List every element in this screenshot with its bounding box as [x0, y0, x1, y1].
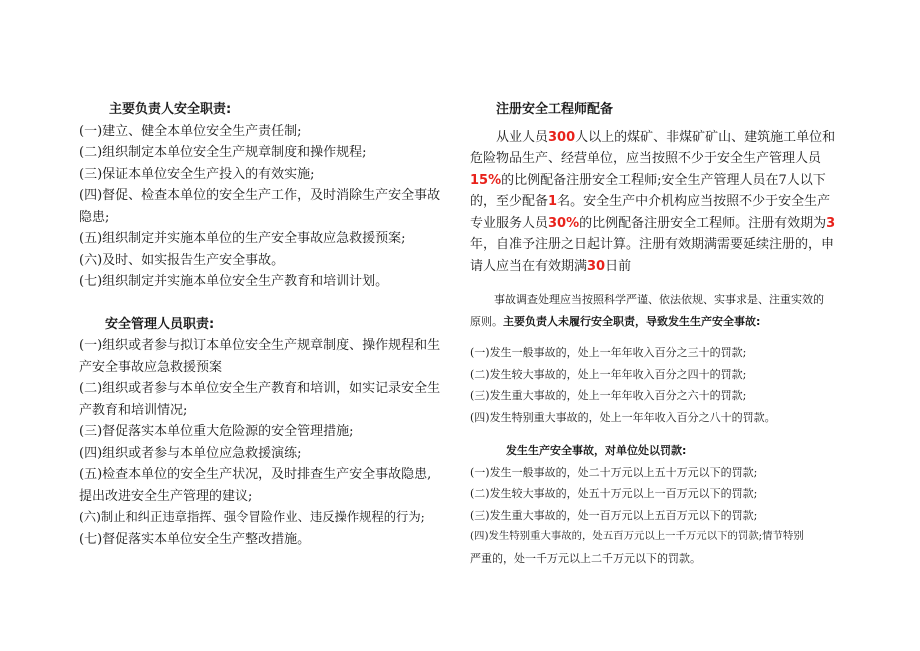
list-item: (四)发生特别重大事故的，处五百万元以上一千万元以下的罚款;情节特别: [470, 530, 804, 542]
list-item: (二)组织或者参与本单位安全生产教育和培训，如实记录安全生: [79, 381, 441, 396]
list-item: (三)发生重大事故的，处一百万元以上五百万元以下的罚款;: [470, 508, 758, 522]
list-item: (一)建立、健全本单位安全生产责任制;: [79, 123, 302, 139]
list-item: (四)发生特别重大事故的，处上一年年收入百分之八十的罚款。: [470, 410, 776, 424]
list-item: (一)发生一般事故的，处上一年年收入百分之三十的罚款;: [470, 346, 747, 359]
list-item: (五)组织制定并实施本单位的生产安全事故应急救援预案;: [79, 231, 406, 246]
section-title-unit-fine: 发生生产安全事故，对单位处以罚款:: [506, 444, 687, 457]
highlight-number: 15%: [470, 172, 502, 188]
list-item: (六)制止和纠正违章指挥、强令冒险作业、违反操作规程的行为;: [79, 510, 425, 524]
list-item: 严重的，处一千万元以上二千万元以下的罚款。: [470, 551, 701, 565]
highlight-number: 3: [826, 215, 836, 231]
section-title-engineer: 注册安全工程师配备: [496, 102, 614, 117]
list-item: (一)发生一般事故的，处二十万元以上五十万元以下的罚款;: [470, 465, 758, 479]
section-title-safety-manager: 安全管理人员职责:: [105, 316, 215, 332]
list-item: 提出改进安全生产管理的建议;: [79, 488, 253, 504]
list-item: (一)组织或者参与拟订本单位安全生产规章制度、操作规程和生: [79, 338, 441, 353]
section-title-principal: 主要负责人安全职责:: [109, 102, 232, 117]
list-item: (四)组织或者参与本单位应急救援演练;: [79, 445, 302, 461]
list-item: (三)督促落实本单位重大危险源的安全管理措施;: [79, 424, 354, 439]
principle-line: 事故调查处理应当按照科学严谨、依法依规、实事求是、注重实效的: [494, 293, 824, 306]
list-item: (五)检查本单位的安全生产状况，及时排查生产安全事故隐患,: [79, 467, 432, 482]
list-item: (三)发生重大事故的，处上一年年收入百分之六十的罚款;: [470, 389, 747, 402]
list-item: 产安全事故应急救援预案: [79, 359, 223, 375]
highlight-number: 1: [548, 194, 558, 209]
list-item: (七)组织制定并实施本单位安全生产教育和培训计划。: [79, 274, 389, 289]
engineer-paragraph: 从业人员300人以上的煤矿、非煤矿矿山、建筑施工单位和危险物品生产、经营单位，应当按照不少于安全生产管理人员15%的比例配备注册安全工程师;安全生产管理人员在7人以下的，至少配备1名。安全生产中介机构应当按照不少于安全生产专业服务人员30%的比例配备注册安全工程师。注册有效期为3年，自准予注册之日起计算。注册有效期满需要延续注册的，申请人应当在有效期满30日前: [470, 129, 836, 274]
list-item: (七)督促落实本单位安全生产整改措施。: [79, 531, 311, 547]
highlight-number: 30: [587, 258, 606, 274]
list-item: (二)组织制定本单位安全生产规章制度和操作规程;: [79, 145, 367, 160]
list-item: (六)及时、如实报告生产安全事故。: [79, 252, 285, 268]
list-item: (三)保证本单位安全生产投入的有效实施;: [79, 166, 315, 182]
list-item: 隐患;: [79, 209, 110, 225]
list-item: 产教育和培训情况;: [79, 402, 188, 418]
left-column: [79, 99, 459, 550]
highlight-number: 30%: [548, 215, 580, 231]
highlight-number: 300: [548, 129, 576, 145]
principle-line: 原则。主要负责人未履行安全职责，导致发生生产安全事故:: [470, 314, 761, 328]
list-item: (四)督促、检查本单位的安全生产工作，及时消除生产安全事故: [79, 188, 441, 203]
right-column: [470, 99, 845, 569]
list-item: (二)发生较大事故的，处上一年年收入百分之四十的罚款;: [470, 367, 747, 381]
list-item: (二)发生较大事故的，处五十万元以上一百万元以下的罚款;: [470, 487, 758, 500]
